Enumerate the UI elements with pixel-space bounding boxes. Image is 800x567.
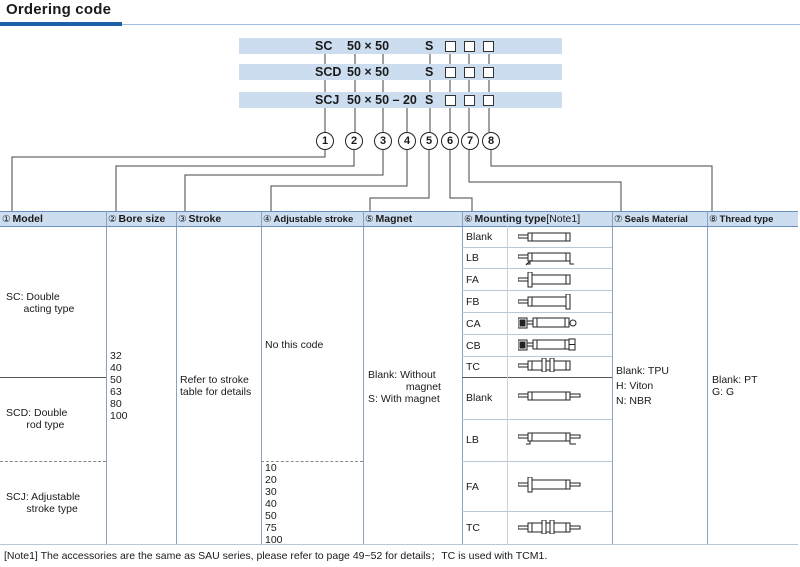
model-sc: SC: Double acting type xyxy=(6,291,75,315)
cylinder-basic-icon xyxy=(518,231,578,243)
mount-label-double-blank: Blank xyxy=(466,392,493,404)
double-rod-trunnion-icon xyxy=(518,520,588,534)
mount-label-double-fa: FA xyxy=(466,481,479,493)
header-seals-material: ⑦ Seals Material xyxy=(612,211,707,226)
adjustable-none: No this code xyxy=(265,339,324,351)
cylinder-front-flange-icon xyxy=(518,272,578,288)
marker-3: 3 xyxy=(374,132,392,150)
mount-label-fb: FB xyxy=(466,296,480,308)
ordering-code-table xyxy=(0,211,798,545)
header-bore-size: ② Bore size xyxy=(106,211,176,226)
double-rod-foot-mount-icon xyxy=(518,431,588,446)
double-rod-flange-icon xyxy=(518,477,588,493)
stroke-text: Refer to stroke table for details xyxy=(180,374,252,398)
bore-size-values: 32 40 50 63 80 100 xyxy=(110,350,128,422)
header-model: ① Model xyxy=(0,211,106,226)
cylinder-foot-mount-icon xyxy=(518,251,578,266)
marker-2: 2 xyxy=(345,132,363,150)
mount-label-ca: CA xyxy=(466,318,481,330)
header-mounting-type: ⑥ Mounting type[Note1] xyxy=(462,211,612,226)
double-rod-basic-icon xyxy=(518,390,588,402)
connector-lines xyxy=(0,0,800,230)
marker-5: 5 xyxy=(420,132,438,150)
cylinder-double-clevis-icon xyxy=(518,338,578,352)
mount-label-fa: FA xyxy=(466,274,479,286)
adjustable-values: 10 20 30 40 50 75 100 xyxy=(265,462,283,546)
code-size: 50 × 50 – 20 xyxy=(347,93,417,107)
code-prefix: SC xyxy=(315,39,333,53)
code-prefix: SCJ xyxy=(315,93,340,107)
cylinder-rear-flange-icon xyxy=(518,294,578,310)
code-magnet: S xyxy=(425,65,434,79)
page-title: Ordering code xyxy=(6,1,112,18)
mount-label-cb: CB xyxy=(466,340,481,352)
mount-label-lb: LB xyxy=(466,252,479,264)
magnet-text: Blank: Without magnet S: With magnet xyxy=(368,369,441,405)
mount-label-double-tc: TC xyxy=(466,522,480,534)
header-stroke: ③ Stroke xyxy=(176,211,261,226)
code-prefix: SCD xyxy=(315,65,342,79)
marker-6: 6 xyxy=(441,132,459,150)
marker-4: 4 xyxy=(398,132,416,150)
header-thread-type: ⑧ Thread type xyxy=(707,211,798,226)
code-magnet: S xyxy=(425,93,434,107)
cylinder-single-clevis-icon xyxy=(518,316,578,330)
header-magnet: ⑤ Magnet xyxy=(363,211,462,226)
marker-8: 8 xyxy=(482,132,500,150)
cylinder-trunnion-icon xyxy=(518,358,578,372)
marker-1: 1 xyxy=(316,132,334,150)
mount-label-blank: Blank xyxy=(466,231,493,243)
seals-text: Blank: TPU H: Viton N: NBR xyxy=(616,365,669,407)
mount-label-tc: TC xyxy=(466,361,480,373)
thread-text: Blank: PT G: G xyxy=(712,374,758,398)
mount-label-double-lb: LB xyxy=(466,434,479,446)
code-size: 50 × 50 xyxy=(347,65,390,79)
model-scj: SCJ: Adjustable stroke type xyxy=(6,491,81,515)
footnote: [Note1] The accessories are the same as SAU series, please refer to page 49~52 for details；TC is used with TCM1. xyxy=(4,550,548,562)
code-size: 50 × 50 xyxy=(347,39,390,53)
marker-7: 7 xyxy=(461,132,479,150)
header-adjustable-stroke: ④ Adjustable stroke xyxy=(261,211,363,226)
code-magnet: S xyxy=(425,39,434,53)
model-scd: SCD: Double rod type xyxy=(6,407,68,431)
